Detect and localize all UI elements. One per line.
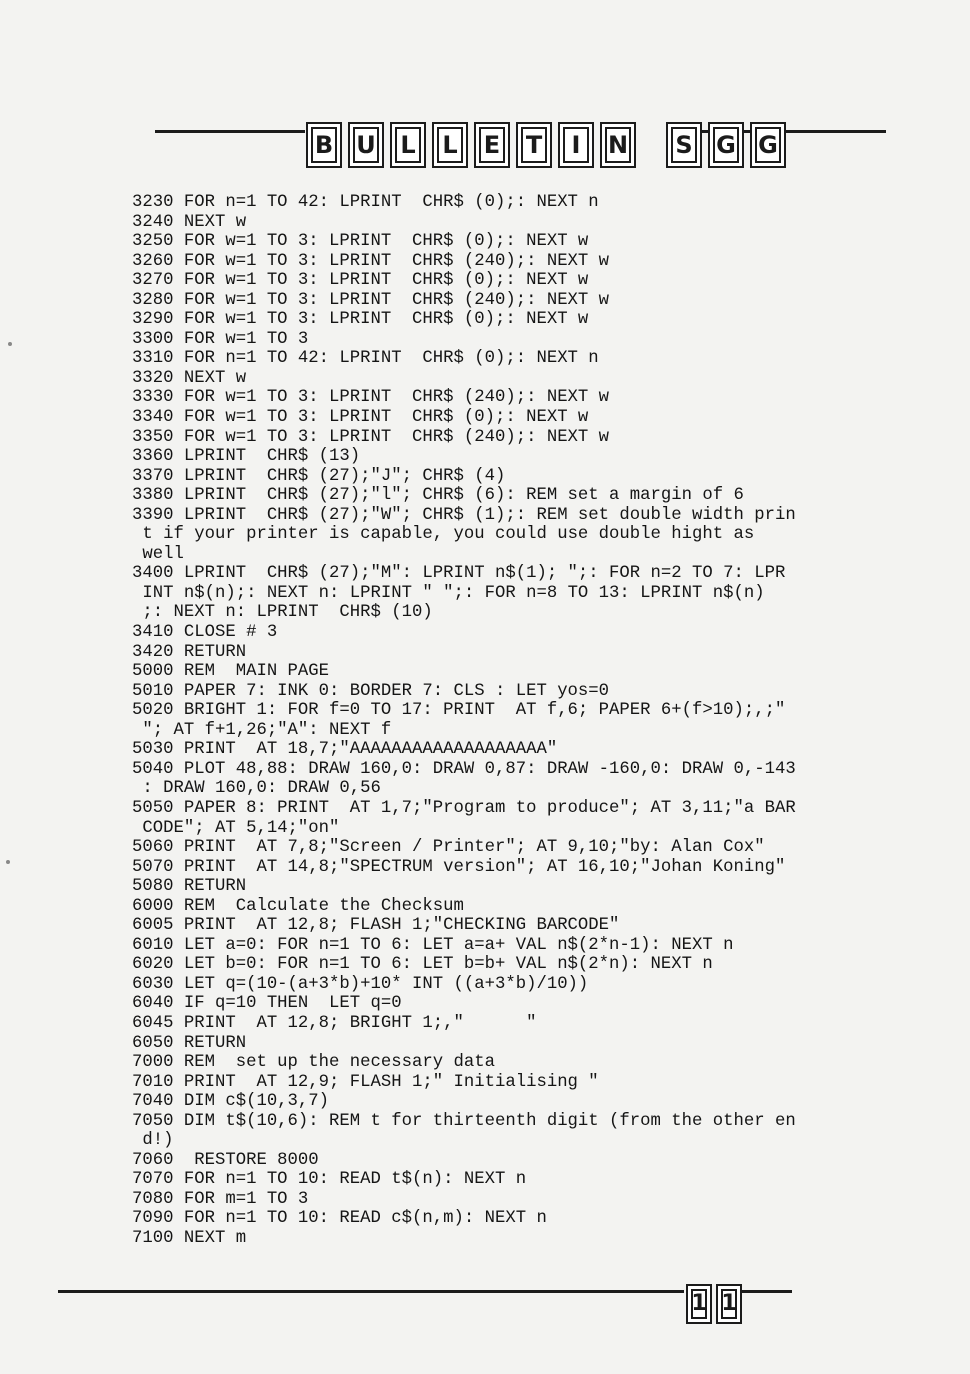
masthead-letter: L <box>442 131 458 159</box>
masthead-letter: L <box>400 131 416 159</box>
listing-line: 6000 REM Calculate the Checksum <box>132 896 464 916</box>
masthead-letter-block <box>558 122 594 168</box>
page-number-digit-block <box>716 1284 742 1324</box>
footer-rule-left <box>58 1290 684 1293</box>
listing-line: 3300 FOR w=1 TO 3 <box>132 329 309 349</box>
listing-line: 3270 FOR w=1 TO 3: LPRINT CHR$ (0);: NEXT w <box>132 271 589 291</box>
masthead-letter-block <box>432 122 468 168</box>
masthead-letter-block <box>750 122 786 168</box>
masthead-letter: G <box>716 131 736 159</box>
listing-line: 5000 REM MAIN PAGE <box>132 662 330 682</box>
masthead-letter: N <box>607 131 629 159</box>
listing-line: 6045 PRINT AT 12,8; BRIGHT 1;," " <box>132 1013 537 1033</box>
listing-line: 3230 FOR n=1 TO 42: LPRINT CHR$ (0);: NEXT n <box>132 193 599 212</box>
listing-line: 7100 NEXT m <box>132 1228 247 1248</box>
listing-line: 5010 PAPER 7: INK 0: BORDER 7: CLS : LET yos=0 <box>132 681 610 701</box>
masthead-letter: E <box>483 131 501 159</box>
listing-line: 3410 CLOSE # 3 <box>132 623 278 643</box>
listing-line: 7090 FOR n=1 TO 10: READ c$(n,m): NEXT n <box>132 1209 547 1229</box>
margin-speck <box>8 342 12 346</box>
masthead-letter: I <box>571 131 581 159</box>
listing-line: 7050 DIM t$(10,6): REM t for thirteenth digit (from the other en d!) <box>132 1111 796 1151</box>
listing-line: 5050 PAPER 8: PRINT AT 1,7;"Program to produce"; AT 3,11;"a BAR CODE"; AT 5,14;"on" <box>132 798 796 838</box>
listing-line: 3340 FOR w=1 TO 3: LPRINT CHR$ (0);: NEXT w <box>132 408 589 428</box>
listing-line: 5070 PRINT AT 14,8;"SPECTRUM version"; AT 16,10;"Johan Koning" <box>132 857 786 877</box>
listing-line: 5020 BRIGHT 1: FOR f=0 TO 17: PRINT AT f,6; PAPER 6+(f>10);,;" "; AT f+1,26;"A": NEXT f <box>132 701 786 740</box>
listing-line: 6050 RETURN <box>132 1033 247 1053</box>
listing-line: 6010 LET a=0: FOR n=1 TO 6: LET a=a+ VAL n$(2*n-1): NEXT n <box>132 935 734 955</box>
listing-line: 6005 PRINT AT 12,8; FLASH 1;"CHECKING BARCODE" <box>132 916 620 936</box>
masthead-letter-block <box>666 122 702 168</box>
listing-line: 6030 LET q=(10-(a+3*b)+10* INT ((a+3*b)/10)) <box>132 974 589 994</box>
listing-line: 3400 LPRINT CHR$ (27);"M": LPRINT n$(1); ";: FOR n=2 TO 7: LPR INT n$(n);: NEXT n: LPRINT " ";: FOR n=8 TO 13: LPRINT n$(n) ;: NEXT n: LPRINT CHR$ (10) <box>132 564 786 623</box>
page-number-digit-block <box>686 1284 712 1324</box>
listing-line: 5040 PLOT 48,88: DRAW 160,0: DRAW 0,87: DRAW -160,0: DRAW 0,-143 : DRAW 160,0: DRAW 0,56 <box>132 759 796 799</box>
masthead-letter-block <box>348 122 384 168</box>
listing-line: 3310 FOR n=1 TO 42: LPRINT CHR$ (0);: NEXT n <box>132 349 599 369</box>
listing-line: 3260 FOR w=1 TO 3: LPRINT CHR$ (240);: NEXT w <box>132 251 610 271</box>
listing-line: 5060 PRINT AT 7,8;"Screen / Printer"; AT 9,10;"by: Alan Cox" <box>132 838 765 858</box>
masthead-letter-block <box>306 122 342 168</box>
listing-line: 7070 FOR n=1 TO 10: READ t$(n): NEXT n <box>132 1170 527 1190</box>
listing-line: 5030 PRINT AT 18,7;"AAAAAAAAAAAAAAAAAAA" <box>132 740 558 760</box>
listing-line: 3420 RETURN <box>132 642 247 662</box>
listing-line: 3250 FOR w=1 TO 3: LPRINT CHR$ (0);: NEXT w <box>132 232 589 252</box>
listing-line: 3240 NEXT w <box>132 212 247 232</box>
page-number <box>686 1284 742 1324</box>
listing-line: 3280 FOR w=1 TO 3: LPRINT CHR$ (240);: NEXT w <box>132 290 610 310</box>
masthead-letter-block <box>708 122 744 168</box>
listing-line: 7000 REM set up the necessary data <box>132 1053 495 1073</box>
listing-line: 5080 RETURN <box>132 877 247 897</box>
masthead-logo <box>306 122 786 166</box>
masthead-letter-block <box>600 122 636 168</box>
listing-line: 3390 LPRINT CHR$ (27);"W"; CHR$ (1);: REM set double width prin t if your printer is capable, you could use double hight as well <box>132 505 796 564</box>
footer-rule-right <box>738 1290 792 1293</box>
listing-line: 6040 IF q=10 THEN LET q=0 <box>132 994 402 1014</box>
masthead-letter-block <box>516 122 552 168</box>
margin-speck <box>6 860 10 864</box>
masthead-letter: U <box>356 131 376 159</box>
listing-line: 3330 FOR w=1 TO 3: LPRINT CHR$ (240);: NEXT w <box>132 388 610 408</box>
listing-line: 6020 LET b=0: FOR n=1 TO 6: LET b=b+ VAL n$(2*n): NEXT n <box>132 955 713 975</box>
masthead-letter: G <box>758 131 778 159</box>
listing-line: 3290 FOR w=1 TO 3: LPRINT CHR$ (0);: NEXT w <box>132 310 589 330</box>
basic-listing <box>132 193 902 1249</box>
listing-line: 3360 LPRINT CHR$ (13) <box>132 447 361 467</box>
listing-line: 3350 FOR w=1 TO 3: LPRINT CHR$ (240);: NEXT w <box>132 427 610 447</box>
masthead-spacer <box>642 122 660 166</box>
header-rule-left <box>155 130 305 133</box>
listing-line: 3370 LPRINT CHR$ (27);"J"; CHR$ (4) <box>132 466 506 486</box>
listing-line: 7060 RESTORE 8000 <box>132 1150 319 1170</box>
page-number-digit: 1 <box>721 1291 737 1316</box>
listing-line: 7080 FOR m=1 TO 3 <box>132 1189 309 1209</box>
masthead-letter: B <box>314 131 334 159</box>
masthead-letter: S <box>675 131 693 159</box>
listing-line: 3320 NEXT w <box>132 368 247 388</box>
page-number-digit: 1 <box>691 1291 707 1316</box>
listing-line: 7040 DIM c$(10,3,7) <box>132 1092 330 1112</box>
listing-line: 7010 PRINT AT 12,9; FLASH 1;" Initialising " <box>132 1072 599 1092</box>
listing-line: 3380 LPRINT CHR$ (27);"l"; CHR$ (6): REM set a margin of 6 <box>132 486 744 506</box>
masthead-letter-block <box>474 122 510 168</box>
masthead-letter-block <box>390 122 426 168</box>
masthead-letter: T <box>525 131 543 159</box>
